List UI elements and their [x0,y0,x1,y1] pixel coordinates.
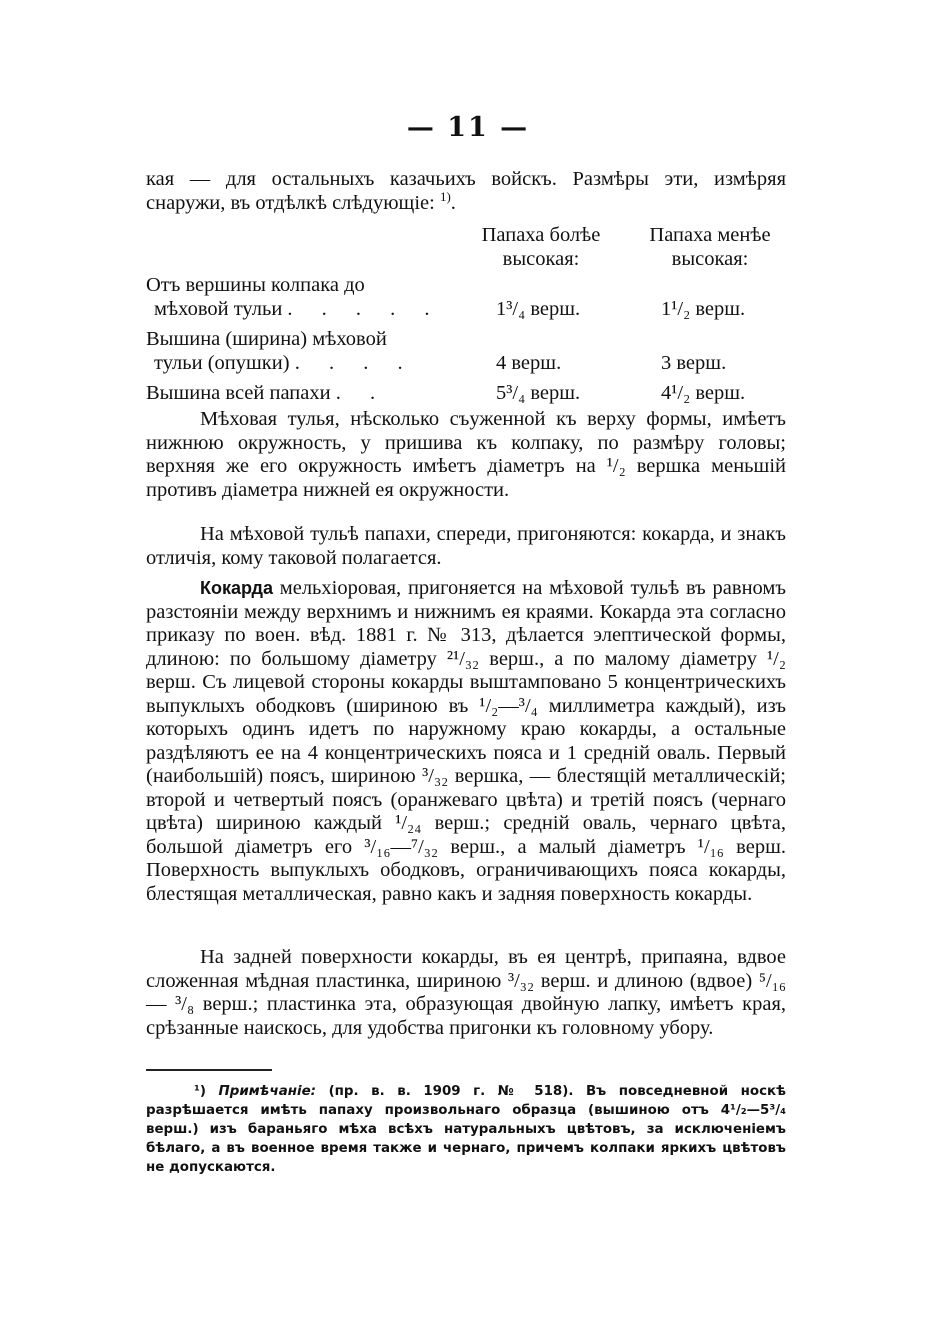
value-taller: 1³/₄ верш. [496,297,581,320]
cockade-text: мельхіоровая, пригоняется на мѣховой тульѣ въ равномъ разстояніи между верхнимъ и нижнимъ ея краями. Кокарда эта согласно приказу по воен. вѣд. 1881 г. № 313, дѣлается элептической формы, длиною: по большому діаметру ²¹/₃₂ верш., а по малому діаметру ¹/₂ верш. Съ лицевой стороны кокарды выштамповано 5 концентрическихъ выпуклыхъ ободковъ (шириною въ ¹/₂—³/₄ миллиметра каждый), изъ которыхъ одинъ идетъ по наружному краю кокарды, а остальные раздѣляютъ ее на 4 концентрическихъ пояса и 1 средній оваль. Первый (наибольшій) поясъ, шириною ³/₃₂ вершка, — блестящій металлическій; второй и четвертый поясъ (оранжеваго цвѣта) и третій поясъ (чернаго цвѣта) шириною каждый ¹/₂₄ верш.; средній оваль, чернаго цвѣта, большой діаметръ его ³/₁₆—⁷/₃₂ верш., а малый діаметръ ¹/₁₆ верш. Поверхность выпуклыхъ ободковъ, ограничивающихъ пояса кокарды, блестящая металлическая, равно какъ и задняя поверхность кокарды. [146,577,786,905]
row-label-line2: мѣховой тульи [154,297,283,320]
row-label-line2: тульи (опушки) [154,351,290,374]
page-number: — 11 — [406,112,530,143]
row-label-line1: Вышина (ширина) мѣховой [146,328,387,350]
value-taller: 4 верш. [496,351,562,374]
value-taller: 5³/₄ верш. [496,382,581,404]
leader-dots: . . . . . [287,297,442,320]
row-label-line1: Вышина всей папахи [146,382,331,404]
column-header-lower: Папаха менѣе высокая: [649,224,771,270]
row-label [146,274,456,321]
dimensions-table [146,224,792,416]
paragraph-cockade [146,577,786,906]
footnote [146,1082,786,1177]
footnote-reference: 1) [439,188,451,204]
row-label-line1: Отъ вершины колпака до [146,274,365,296]
footnote-divider [146,1069,272,1071]
table-row [146,328,792,378]
intro-text: кая — для остальныхъ казачьихъ войскъ. Размѣры эти, измѣряя снаружи, въ отдѣлкѣ слѣдующіе: [146,168,786,214]
table-row [146,274,792,324]
footnote-label: Примѣчаніе: [218,1084,317,1099]
table-header [146,224,792,274]
paragraph-fur-band: Мѣховая тулья, нѣсколько съуженной къ верху формы, имѣетъ нижнюю окружность, у пришива къ колпаку, по размѣру головы; верхняя же его окружность имѣетъ діаметръ на ¹/₂ вершка меньшій противъ діаметра нижней ея окружности. [146,408,786,501]
leader-dots: . . [335,382,388,404]
value-lower: 3 верш. [661,351,727,374]
paragraph-attachments: На мѣховой тульѣ папахи, спереди, пригоняются: кокарда, и знакъ отличія, кому таковой полагается. [146,523,786,569]
value-lower: 1¹/₂ верш. [661,297,746,320]
footnote-text: (пр. в. в. 1909 г. № 518). Въ повседневной носкѣ разрѣшается имѣть папаху произвольнаго образца (вышиною отъ 4¹/₂—5³/₄ верш.) изъ бараньяго мѣха всѣхъ натуральныхъ цвѣтовъ, за исключеніемъ бѣлаго, а въ военное время также и чернаго, причемъ колпаки яркихъ цвѣтовъ не допускаются. [146,1084,787,1175]
value-lower: 4¹/₂ верш. [661,382,746,404]
intro-end: . [450,191,456,214]
row-label [146,328,456,375]
leader-dots: . . . . [294,351,415,374]
intro-paragraph [146,168,786,215]
footnote-marker: ¹) [194,1084,206,1099]
paragraph-back-plate: На задней поверхности кокарды, въ ея центрѣ, припаяна, вдвое сложенная мѣдная пластинка, шириною ³/₃₂ верш. и длиною (вдвое) ⁵/₁₆ — ³/₈ верш.; пластинка эта, образующая двойную лапку, имѣетъ края, срѣзанные наискось, для удобства пригонки къ головному убору. [146,946,786,1039]
row-label [146,382,456,406]
cockade-heading: Кокарда [200,578,273,598]
column-header-taller: Папаха болѣе высокая: [481,224,601,270]
